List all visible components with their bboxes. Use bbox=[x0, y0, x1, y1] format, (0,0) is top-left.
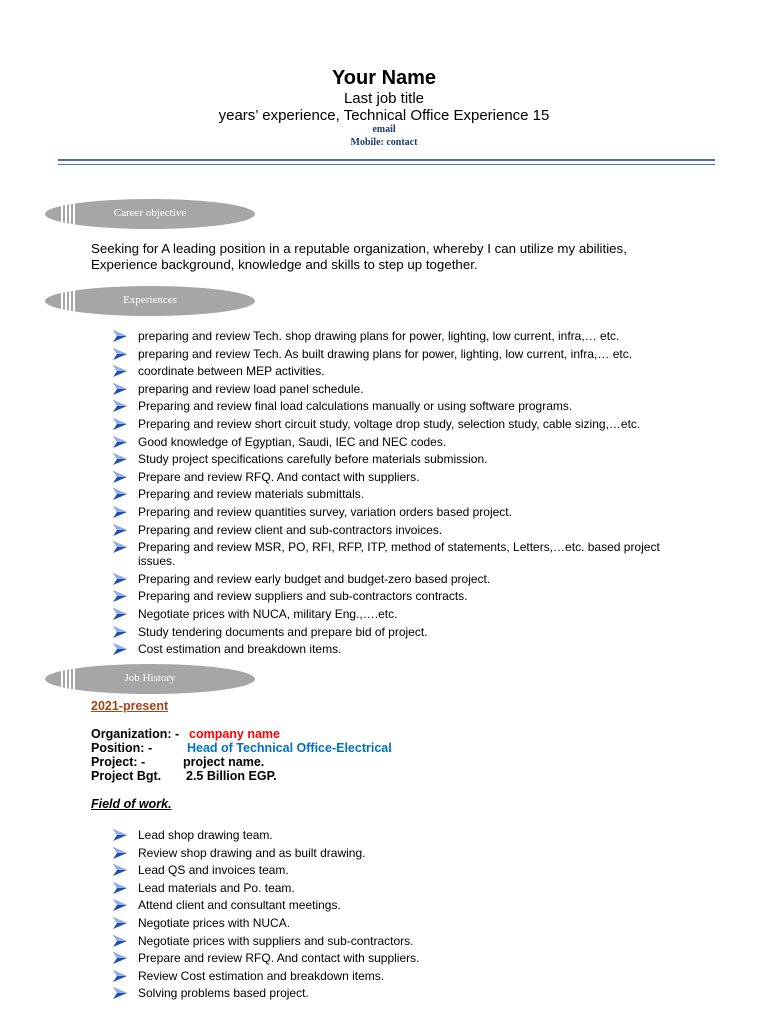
experiences-list bbox=[112, 329, 663, 660]
organization-value: company name bbox=[189, 727, 281, 741]
experience-item-text: Cost estimation and breakdown items. bbox=[138, 642, 342, 657]
field-of-work-list bbox=[112, 828, 663, 1004]
arrow-bullet-icon bbox=[112, 436, 128, 448]
field-of-work-item-text: Review shop drawing and as built drawing. bbox=[138, 845, 366, 860]
arrow-bullet-icon bbox=[112, 590, 128, 602]
field-of-work-item-text: Attend client and consultant meetings. bbox=[138, 898, 341, 913]
experience-item bbox=[112, 329, 663, 343]
section-pill-job-history bbox=[45, 664, 255, 694]
experience-item bbox=[112, 572, 663, 586]
arrow-bullet-icon bbox=[112, 970, 128, 982]
job-period: 2021-present bbox=[91, 699, 169, 713]
arrow-bullet-icon bbox=[112, 383, 128, 395]
experience-item-text: Preparing and review client and sub-contractors invoices. bbox=[138, 522, 443, 537]
organization-label: Organization: - bbox=[91, 727, 180, 741]
experience-item-text: preparing and review load panel schedule. bbox=[138, 381, 364, 396]
header-divider-thin bbox=[58, 164, 715, 165]
field-of-work-item-text: Prepare and review RFQ. And contact with suppliers. bbox=[138, 951, 420, 966]
arrow-bullet-icon bbox=[112, 330, 128, 342]
field-of-work-item-text: Lead materials and Po. team. bbox=[138, 880, 295, 895]
arrow-bullet-icon bbox=[112, 917, 128, 929]
arrow-bullet-icon bbox=[112, 864, 128, 876]
experience-item-text: coordinate between MEP activities. bbox=[138, 364, 325, 379]
experience-item bbox=[112, 347, 663, 361]
experience-item-text: preparing and review Tech. As built drawing plans for power, lighting, low current, infra,… etc. bbox=[138, 346, 633, 361]
arrow-bullet-icon bbox=[112, 882, 128, 894]
experience-item bbox=[112, 417, 663, 431]
arrow-bullet-icon bbox=[112, 471, 128, 483]
header-divider-thick bbox=[58, 159, 715, 161]
field-of-work-item bbox=[112, 934, 663, 948]
experience-item bbox=[112, 607, 663, 621]
experience-item-text: Prepare and review RFQ. And contact with suppliers. bbox=[138, 469, 420, 484]
arrow-bullet-icon bbox=[112, 643, 128, 655]
field-of-work-item-text: Solving problems based project. bbox=[138, 986, 309, 1001]
field-of-work-item bbox=[112, 863, 663, 877]
position-label: Position: - bbox=[91, 741, 153, 755]
arrow-bullet-icon bbox=[112, 506, 128, 518]
arrow-bullet-icon bbox=[112, 626, 128, 638]
mobile-line: Mobile: contact bbox=[350, 137, 418, 148]
field-of-work-title: Field of work. bbox=[91, 797, 172, 811]
last-job-title: Last job title bbox=[343, 90, 425, 107]
experience-item bbox=[112, 589, 663, 603]
field-of-work-item bbox=[112, 898, 663, 912]
arrow-bullet-icon bbox=[112, 952, 128, 964]
budget-label: Project Bgt. bbox=[91, 769, 162, 783]
budget-value: 2.5 Billion EGP. bbox=[186, 769, 277, 783]
experience-item bbox=[112, 382, 663, 396]
experience-item bbox=[112, 505, 663, 519]
arrow-bullet-icon bbox=[112, 524, 128, 536]
experience-item-text: Preparing and review quantities survey, variation orders based project. bbox=[138, 504, 512, 519]
experience-item bbox=[112, 540, 663, 568]
arrow-bullet-icon bbox=[112, 899, 128, 911]
section-pill-experiences bbox=[45, 286, 255, 316]
arrow-bullet-icon bbox=[112, 935, 128, 947]
project-value: project name. bbox=[183, 755, 265, 769]
experience-item bbox=[112, 452, 663, 466]
field-of-work-item bbox=[112, 916, 663, 930]
position-value: Head of Technical Office-Electrical bbox=[187, 741, 392, 755]
experience-item-text: Study project specifications carefully before materials submission. bbox=[138, 452, 488, 467]
experience-summary: years’ experience, Technical Office Experience 15 bbox=[218, 107, 550, 124]
field-of-work-item-text: Negotiate prices with suppliers and sub-contractors. bbox=[138, 933, 414, 948]
field-of-work-item-text: Lead shop drawing team. bbox=[138, 828, 273, 842]
field-of-work-item bbox=[112, 881, 663, 895]
experience-item-text: Preparing and review early budget and budget-zero based project. bbox=[138, 571, 491, 586]
experience-item-text: Preparing and review materials submittals. bbox=[138, 487, 365, 502]
arrow-bullet-icon bbox=[112, 987, 128, 999]
experience-item-text: Preparing and review suppliers and sub-contractors contracts. bbox=[138, 589, 468, 604]
section-title-career-objective: Career objective bbox=[113, 207, 187, 219]
field-of-work-item bbox=[112, 828, 663, 842]
arrow-bullet-icon bbox=[112, 418, 128, 430]
email-line: email bbox=[372, 124, 396, 135]
experience-item-text: Preparing and review final load calculations manually or using software programs. bbox=[138, 399, 573, 414]
experience-item bbox=[112, 642, 663, 656]
arrow-bullet-icon bbox=[112, 829, 128, 841]
field-of-work-item bbox=[112, 969, 663, 983]
field-of-work-item-text: Negotiate prices with NUCA. bbox=[138, 915, 291, 930]
experience-item-text: Preparing and review short circuit study, voltage drop study, selection study, cable sizing,…etc. bbox=[138, 416, 641, 431]
arrow-bullet-icon bbox=[112, 453, 128, 465]
arrow-bullet-icon bbox=[112, 365, 128, 377]
experience-item bbox=[112, 487, 663, 501]
experience-item bbox=[112, 523, 663, 537]
field-of-work-item bbox=[112, 986, 663, 1000]
arrow-bullet-icon bbox=[112, 488, 128, 500]
section-pill-career-objective bbox=[45, 199, 255, 229]
arrow-bullet-icon bbox=[112, 608, 128, 620]
experience-item-text: preparing and review Tech. shop drawing plans for power, lighting, low current, infra,… etc. bbox=[138, 329, 620, 343]
experience-item-text: Study tendering documents and prepare bid of project. bbox=[138, 624, 428, 639]
field-of-work-item bbox=[112, 951, 663, 965]
project-label: Project: - bbox=[91, 755, 146, 769]
field-of-work-item bbox=[112, 846, 663, 860]
section-title-job-history: Job History bbox=[124, 672, 176, 684]
experience-item-text: Good knowledge of Egyptian, Saudi, IEC and NEC codes. bbox=[138, 434, 447, 449]
experience-item-text: Negotiate prices with NUCA, military Eng.,….etc. bbox=[138, 606, 398, 621]
arrow-bullet-icon bbox=[112, 847, 128, 859]
field-of-work-item-text: Lead QS and invoices team. bbox=[138, 863, 289, 878]
experience-item bbox=[112, 399, 663, 413]
arrow-bullet-icon bbox=[112, 541, 128, 553]
resume-name: Your Name bbox=[331, 67, 437, 89]
arrow-bullet-icon bbox=[112, 573, 128, 585]
experience-item bbox=[112, 625, 663, 639]
career-objective-text: Seeking for A leading position in a reputable organization, whereby I can utilize my abilities, Experience background, knowledge and skills to step up together. bbox=[91, 241, 627, 272]
section-title-experiences: Experiences bbox=[123, 294, 177, 306]
field-of-work-item-text: Review Cost estimation and breakdown items. bbox=[138, 968, 385, 983]
experience-item bbox=[112, 435, 663, 449]
experience-item bbox=[112, 470, 663, 484]
experience-item bbox=[112, 364, 663, 378]
arrow-bullet-icon bbox=[112, 400, 128, 412]
arrow-bullet-icon bbox=[112, 348, 128, 360]
experience-item-text: Preparing and review MSR, PO, RFI, RFP, ITP, method of statements, Letters,…etc. based project issues. bbox=[138, 540, 660, 569]
